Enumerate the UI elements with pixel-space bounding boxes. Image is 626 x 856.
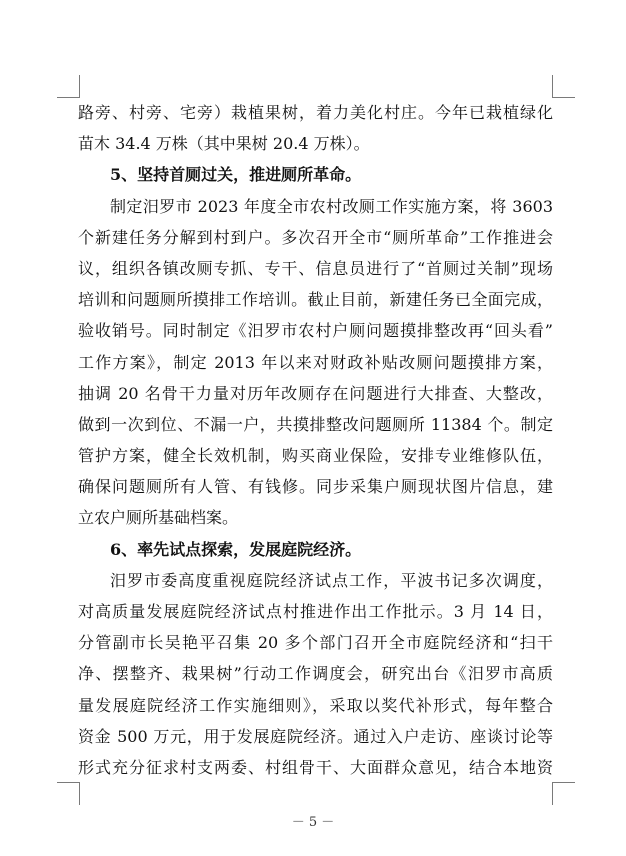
crop-mark-bottom-left [57, 782, 80, 805]
body-line: 验收销号。同时制定《汨罗市农村户厕问题摸排整改再“回头看” [78, 321, 553, 341]
body-line: 量发展庭院经济工作实施细则》，采取以奖代补形式，每年整合 [78, 695, 553, 715]
body-line: 确保问题厕所有人管、有钱修。同步采集户厕现状图片信息，建 [78, 477, 553, 497]
section-heading: 6、率先试点探索，发展庭院经济。 [110, 539, 362, 559]
body-line: 制定汨罗市 2023 年度全市农村改厕工作实施方案，将 3603 [110, 196, 553, 216]
body-line: 培训和问题厕所摸排工作培训。截止目前，新建任务已全面完成， [78, 290, 553, 310]
body-line: 管护方案，健全长效机制，购买商业保险，安排专业维修队伍， [78, 446, 553, 466]
page-number: － 5 － [291, 815, 335, 830]
body-line: 个新建任务分解到村到户。多次召开全市“厕所革命”工作推进会 [78, 227, 553, 247]
body-line: 苗木 34.4 万株（其中果树 20.4 万株）。 [78, 134, 370, 154]
body-line: 立农户厕所基础档案。 [78, 508, 239, 528]
document-body [78, 97, 553, 783]
crop-mark-bottom-right [552, 782, 575, 805]
crop-mark-top-left [57, 75, 80, 98]
body-line: 对高质量发展庭院经济试点村推进作出工作批示。3 月 14 日， [78, 602, 553, 621]
body-line: 形式充分征求村支两委、村组骨干、大面群众意见，结合本地资 [78, 757, 553, 777]
body-line: 抽调 20 名骨干力量对历年改厕存在问题进行大排查、大整改， [78, 383, 553, 403]
body-line: 做到一次到位、不漏一户，共摸排整改问题厕所 11384 个。制定 [78, 414, 553, 434]
body-line: 路旁、村旁、宅旁）栽植果树，着力美化村庄。今年已栽植绿化 [78, 103, 553, 122]
body-line: 净、摆整齐、栽果树”行动工作调度会，研究出台《汨罗市高质 [78, 664, 553, 684]
body-line: 工作方案》，制定 2013 年以来对财政补贴改厕问题摸排方案， [78, 352, 553, 372]
crop-mark-top-right [552, 75, 575, 98]
section-heading: 5、坚持首厕过关，推进厕所革命。 [110, 165, 362, 185]
body-line: 汨罗市委高度重视庭院经济试点工作，平波书记多次调度， [110, 570, 553, 590]
body-line: 资金 500 万元，用于发展庭院经济。通过入户走访、座谈讨论等 [78, 726, 553, 746]
body-line: 议，组织各镇改厕专抓、专干、信息员进行了“首厕过关制”现场 [78, 258, 553, 278]
body-line: 分管副市长吴艳平召集 20 多个部门召开全市庭院经济和“扫干 [78, 633, 553, 653]
